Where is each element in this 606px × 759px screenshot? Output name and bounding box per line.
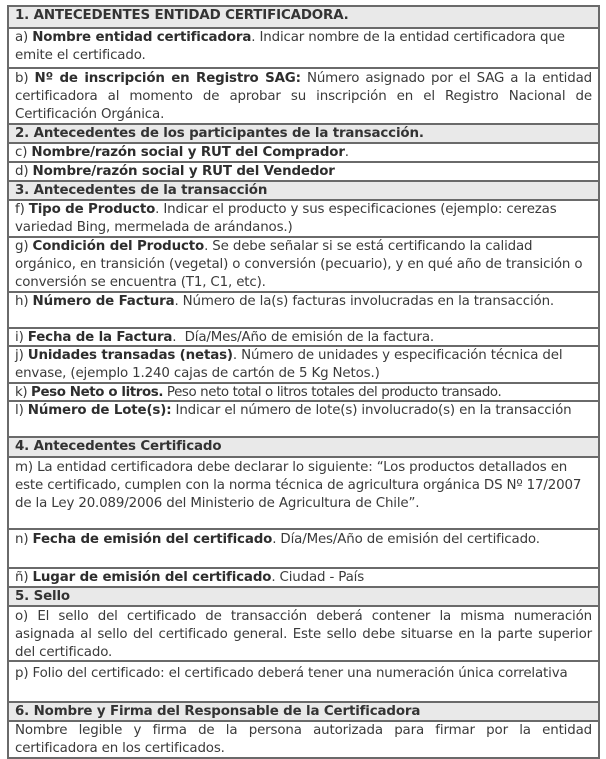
item-text: . Número de la(s) facturas involucradas en la transacción. [174, 294, 555, 309]
section-header: 3. Antecedentes de la transacción [9, 180, 598, 199]
item-text: . [344, 145, 349, 160]
item-text: . Indicar nombre de la entidad certificadora que emite el certificado. [15, 30, 565, 63]
item-title: Fecha de la Factura [27, 330, 173, 345]
table-row [9, 400, 598, 436]
item-title: Peso Neto o litros. [31, 385, 164, 400]
item-letter: p) [15, 666, 33, 681]
table-row [9, 236, 598, 291]
item-text: El sello del certificado de transacción deberá contener la misma numeración asignada al sello del certificado general. Este sello debe situarse en la parte superior del certificado. [15, 609, 592, 660]
item-title: Lugar de emisión del certificado [32, 570, 272, 585]
item-title: Número de Factura [32, 294, 175, 309]
section-header: 4. Antecedentes Certificado [9, 436, 598, 456]
item-text: . Día/Mes/Año de emisión del certificado. [272, 532, 540, 547]
item-text: Folio del certificado: el certificado deberá tener una numeración única correlativa [32, 666, 568, 681]
table-row [9, 605, 598, 660]
item-letter: d) [15, 164, 33, 179]
item-letter: h) [15, 294, 33, 309]
item-letter: b) [15, 71, 35, 86]
table-row [9, 327, 598, 345]
item-text: . Ciudad - País [271, 570, 365, 585]
section-header: 5. Sello [9, 586, 598, 605]
table-row [9, 528, 598, 567]
section-header: 2. Antecedentes de los participantes de la transacción. [9, 123, 598, 142]
item-letter: o) [15, 609, 38, 624]
table-row [9, 456, 598, 528]
table-row [9, 67, 598, 123]
item-letter: c) [15, 145, 32, 160]
item-title: Unidades transadas (netas) [27, 348, 233, 363]
table-row [9, 27, 598, 67]
item-letter: j) [15, 348, 28, 363]
item-letter: l) [15, 403, 28, 418]
item-title: Nº de inscripción en Registro SAG: [34, 71, 301, 86]
table-row [9, 660, 598, 701]
item-text: Peso neto total o litros totales del producto transado. [163, 385, 502, 400]
table-row [9, 382, 598, 400]
item-text: . Día/Mes/Año de emisión de la factura. [172, 330, 434, 345]
requirements-table [7, 5, 600, 759]
item-text: La entidad certificadora debe declarar lo siguiente: “Los productos detallados en este certificado, cumplen con la norma técnica de agricultura orgánica DS Nº 17/2007 de la Ley 20.089/2006 del Ministerio de Agricultura de Chile”. [15, 460, 582, 511]
table-row [9, 142, 598, 161]
table-row [9, 291, 598, 327]
table-row [9, 345, 598, 382]
table-row [9, 199, 598, 236]
item-text: . Número de unidades y especificación técnica del envase, (ejemplo 1.240 cajas de cartón de 5 Kg Netos.) [15, 348, 563, 381]
table-row [9, 720, 598, 757]
item-title: Fecha de emisión del certificado [32, 532, 273, 547]
item-title: Nombre/razón social y RUT del Vendedor [32, 164, 335, 179]
table-row [9, 567, 598, 586]
item-letter: n) [15, 532, 33, 547]
item-letter: k) [15, 385, 32, 400]
item-text: . Se debe señalar si se está certificando la calidad orgánico, en transición (vegetal) o conversión (pecuario), y en qué año de transición o conversión se encuentra (T1, C1, etc). [15, 239, 583, 290]
item-text: . Indicar el producto y sus especificaciones (ejemplo: cerezas variedad Bing, mermelada de arándanos.) [15, 202, 557, 235]
item-letter: a) [15, 30, 33, 45]
table-row [9, 161, 598, 180]
section-header: 6. Nombre y Firma del Responsable de la Certificadora [9, 701, 598, 720]
item-letter: i) [15, 330, 28, 345]
item-text: Indicar el número de lote(s) involucrado(s) en la transacción [171, 403, 572, 418]
item-letter: ñ) [15, 570, 33, 585]
item-text: Número asignado por el SAG a la entidad certificadora al momento de aprobar su inscripción en el Registro Nacional de Certificación Orgánica. [15, 71, 592, 122]
item-title: Tipo de Producto [28, 202, 156, 217]
item-letter: g) [15, 239, 33, 254]
item-title: Condición del Producto [32, 239, 205, 254]
item-title: Nombre entidad certificadora [32, 30, 252, 45]
item-letter: f) [15, 202, 29, 217]
item-text: Nombre legible y firma de la persona autorizada para firmar por la entidad certificadora en los certificados. [15, 723, 592, 756]
section-header: 1. ANTECEDENTES ENTIDAD CERTIFICADORA. [9, 7, 598, 27]
item-title: Nombre/razón social y RUT del Comprador [31, 145, 345, 160]
item-title: Número de Lote(s): [27, 403, 172, 418]
item-letter: m) [15, 460, 38, 475]
